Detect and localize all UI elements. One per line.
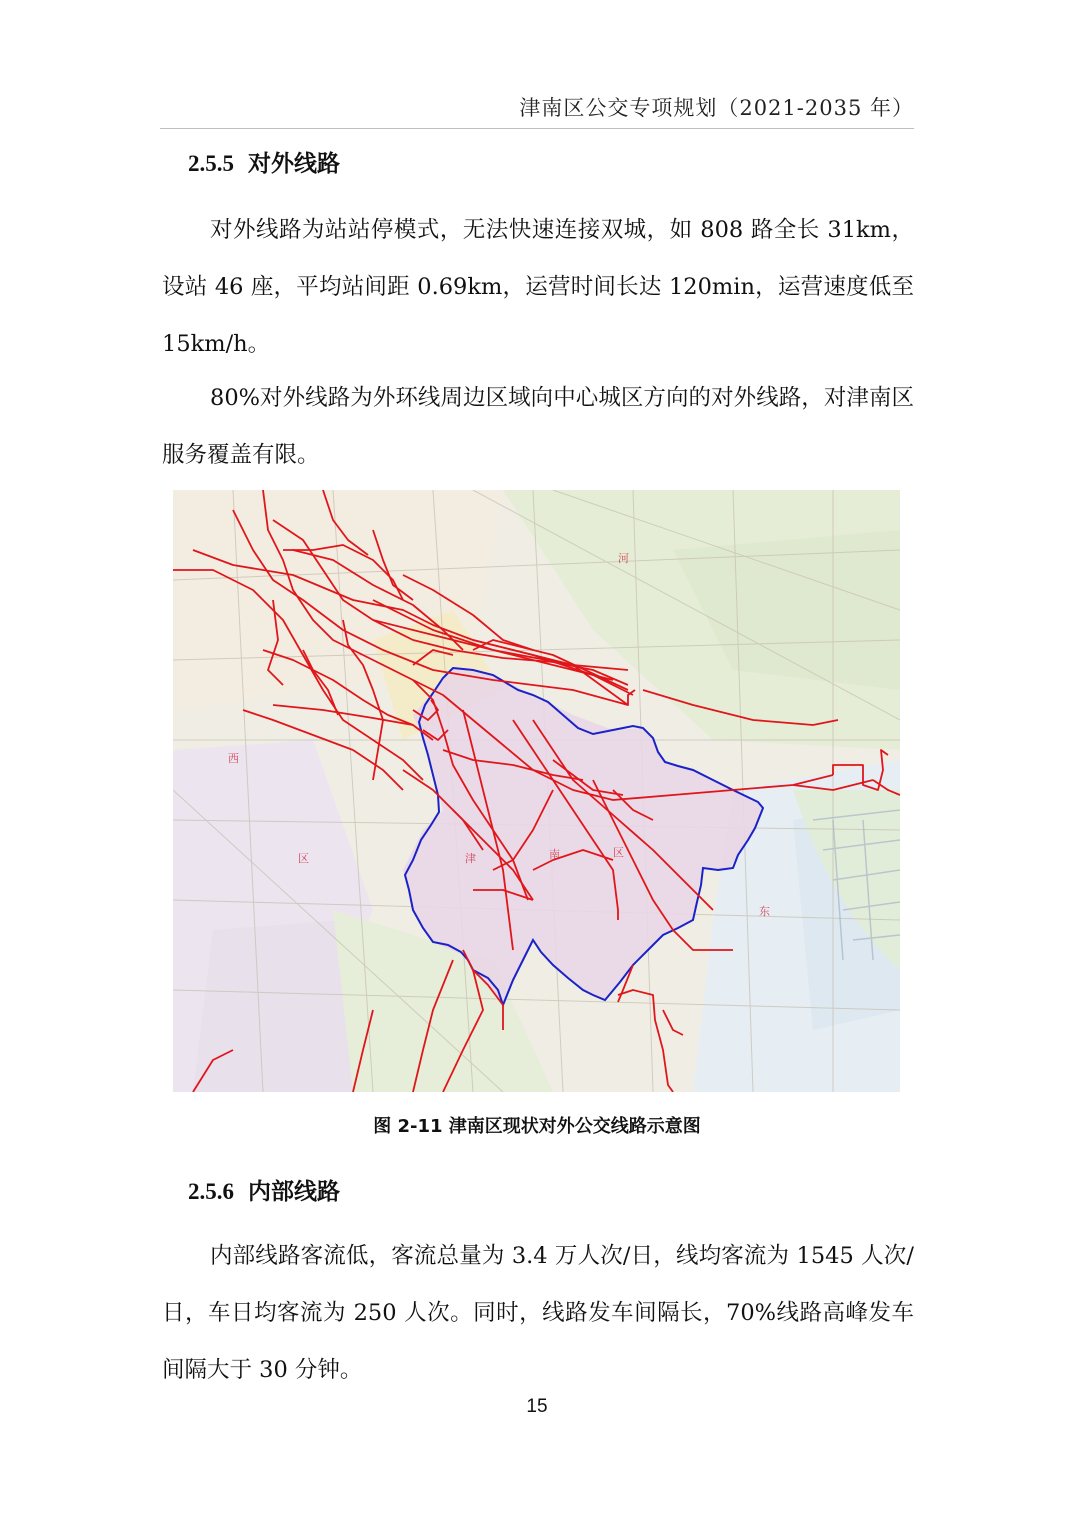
map-label-qu: 区 bbox=[613, 846, 624, 859]
header-rule bbox=[160, 128, 914, 129]
page-number: 15 bbox=[526, 1396, 548, 1417]
section-heading-2-5-6 bbox=[188, 1173, 340, 1206]
paragraph-external-routes-1: 对外线路为站站停模式，无法快速连接双城，如 808 路全长 31km，设站 46 座，平均站间距 0.69km，运营时间长达 120min，运营速度低至 15km/h。 bbox=[162, 217, 914, 357]
figure-caption: 图 2-11 津南区现状对外公交线路示意图 bbox=[373, 1116, 701, 1137]
paragraph-internal-routes: 内部线路客流低，客流总量为 3.4 万人次/日，线均客流为 1545 人次/日，车日均客流为 250 人次。同时，线路发车间隔长，70%线路高峰发车间隔大于 30 分钟。 bbox=[162, 1243, 914, 1383]
map-label-xi: 西 bbox=[228, 752, 239, 765]
running-header: 津南区公交专项规划（2021-2035 年） bbox=[519, 96, 914, 120]
map-label-he: 河 bbox=[618, 552, 629, 565]
section-title: 内部线路 bbox=[248, 1179, 340, 1205]
section-number: 2.5.5 bbox=[188, 151, 234, 176]
route-map bbox=[173, 490, 900, 1092]
section-title: 对外线路 bbox=[248, 151, 340, 177]
section-number: 2.5.6 bbox=[188, 1179, 234, 1204]
section-heading-2-5-5 bbox=[188, 145, 340, 178]
map-label-jin: 津 bbox=[465, 852, 476, 865]
paragraph-external-routes-2: 80%对外线路为外环线周边区域向中心城区方向的对外线路，对津南区服务覆盖有限。 bbox=[162, 385, 914, 468]
route-map-figure bbox=[173, 490, 900, 1092]
map-label-dong: 东 bbox=[759, 905, 770, 918]
map-label-qu-west: 区 bbox=[298, 852, 309, 865]
map-label-nan: 南 bbox=[549, 848, 560, 861]
